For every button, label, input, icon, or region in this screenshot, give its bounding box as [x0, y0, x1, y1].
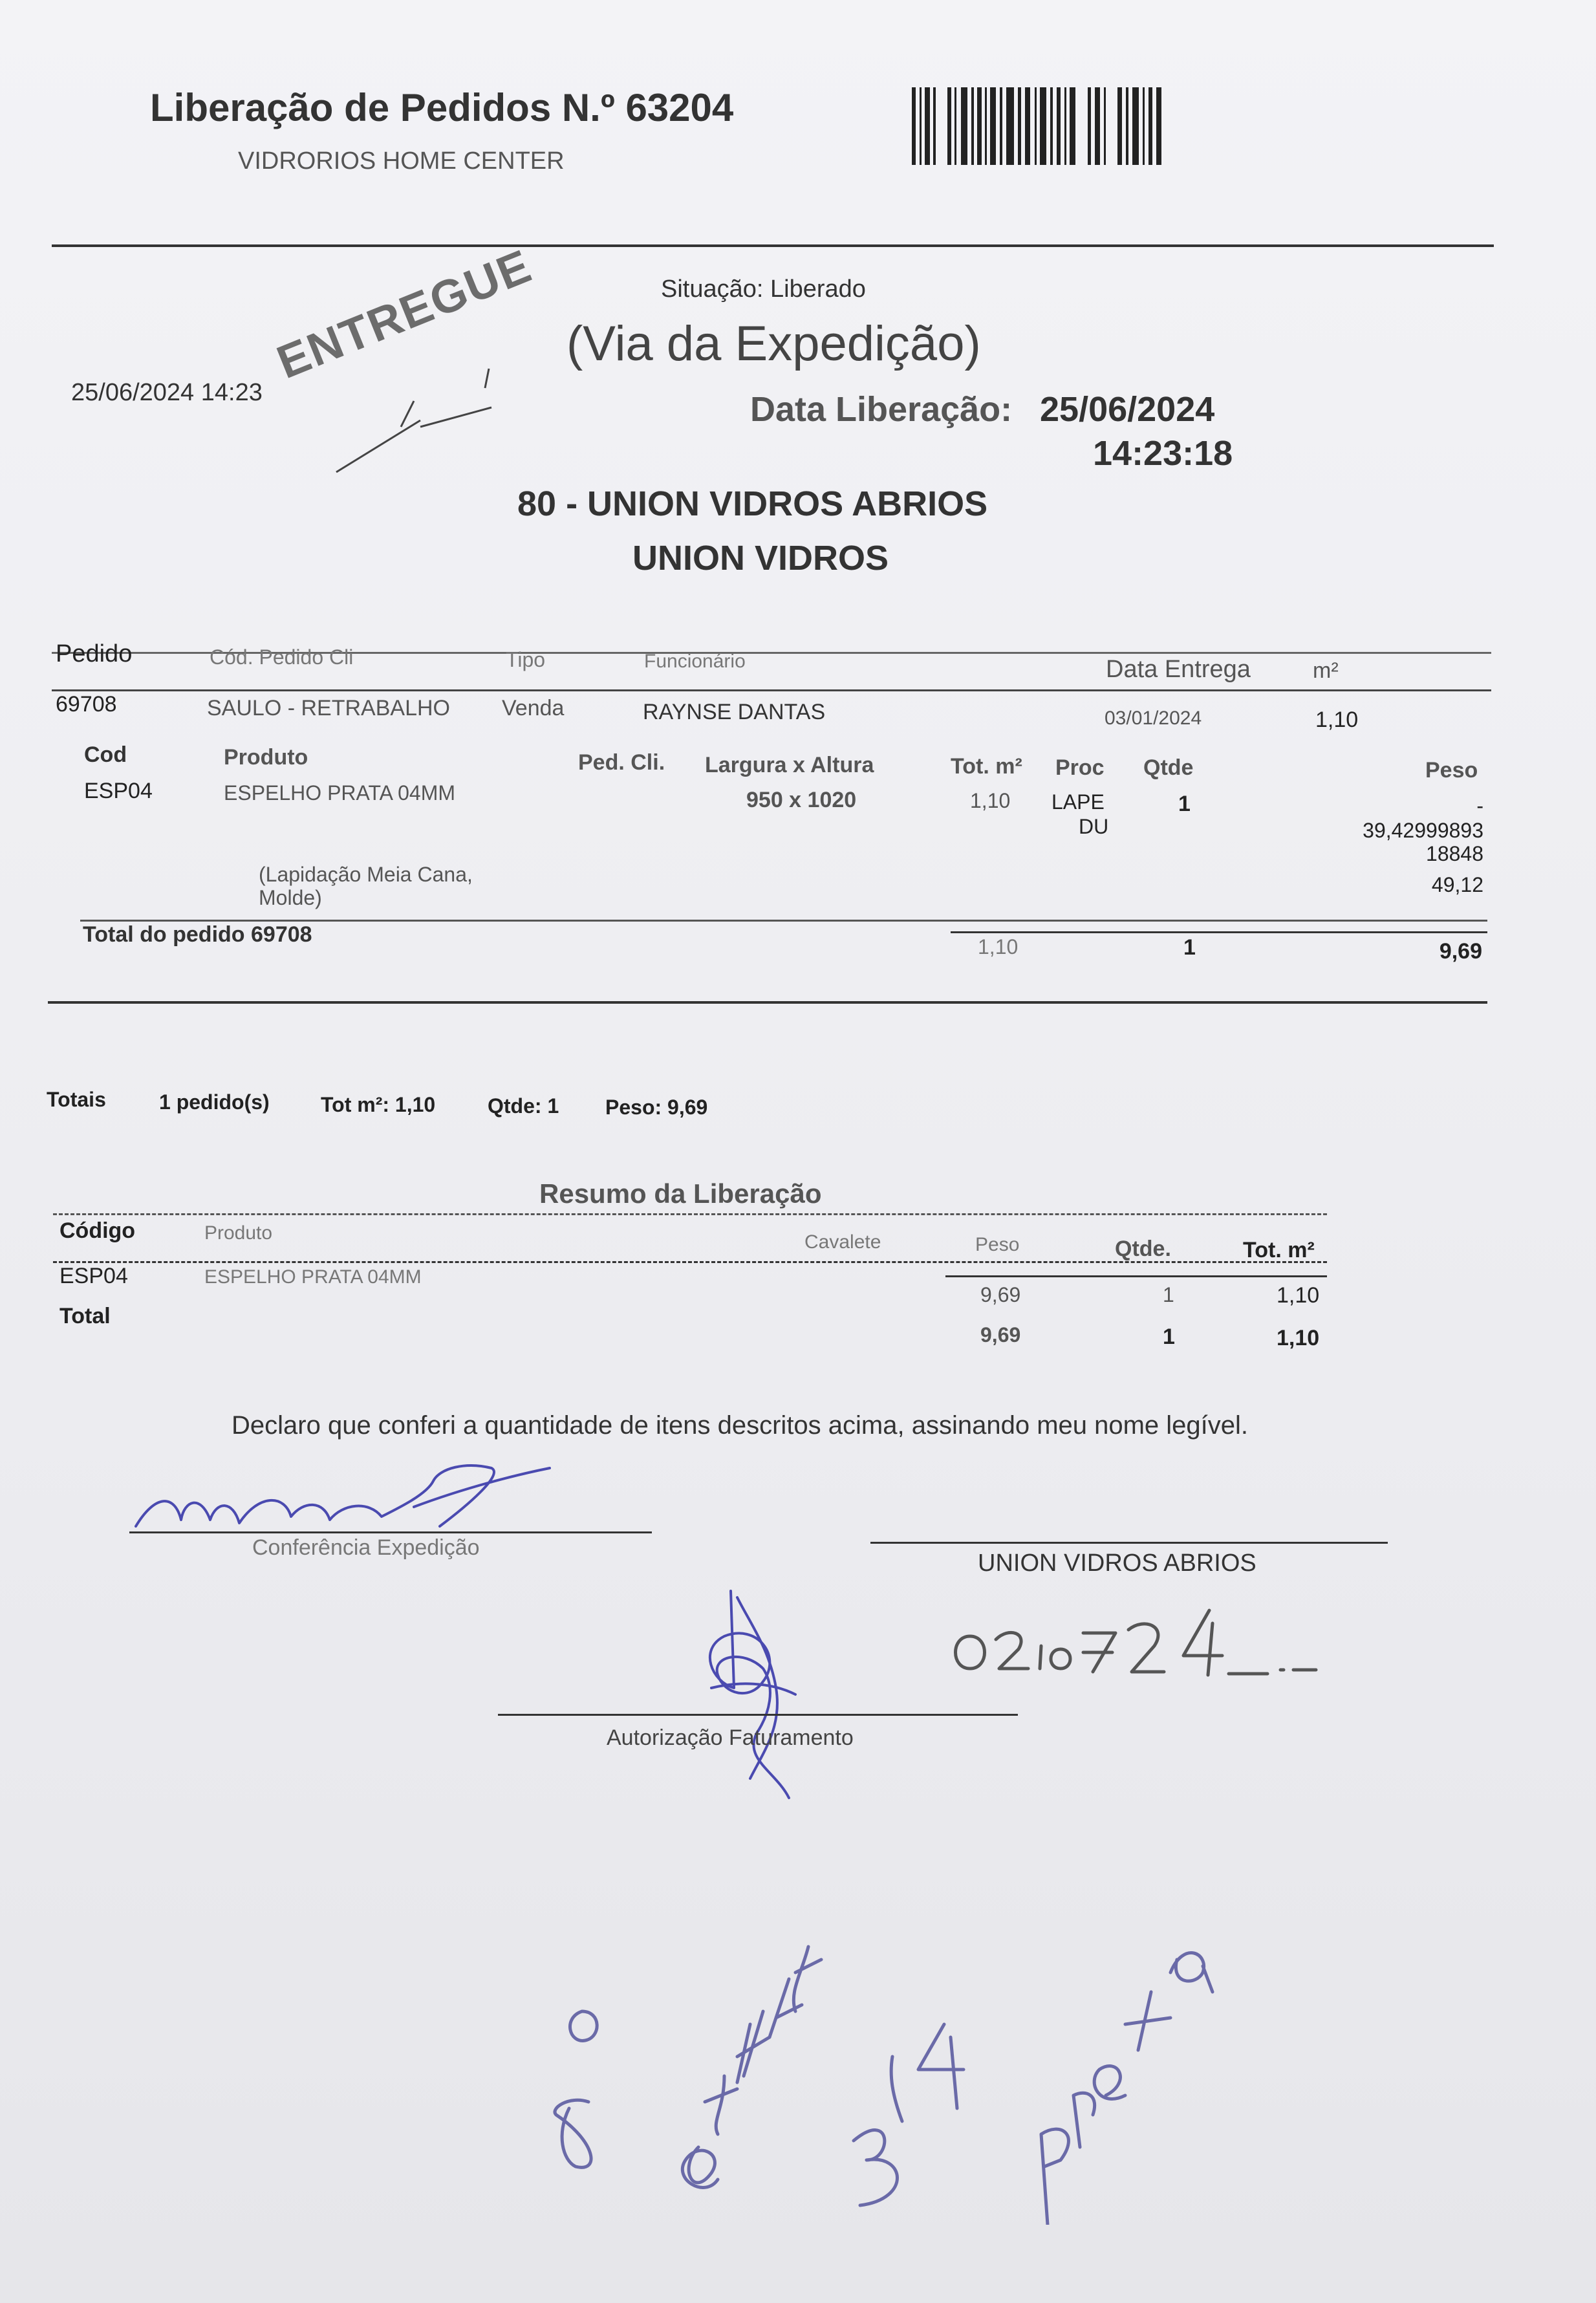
totais-peso: Peso: 9,69: [605, 1096, 708, 1119]
autorizacao-label: Autorização Faturamento: [607, 1725, 854, 1750]
declaration-text: Declaro que conferi a quantidade de itens descritos acima, assinando meu nome legível.: [232, 1411, 1249, 1440]
col-qtde: Qtde: [1143, 755, 1194, 780]
label-tipo: Tipo: [506, 648, 546, 671]
order-total-label: Total do pedido 69708: [83, 922, 312, 947]
conferencia-label: Conferência Expedição: [252, 1535, 480, 1560]
order-total-top-line: [80, 920, 1487, 922]
conferencia-line: [129, 1531, 652, 1533]
col-largura-altura: Largura x Altura: [705, 753, 874, 777]
situacao-label: Situação: Liberado: [661, 276, 866, 303]
resumo-row-tot-m2: 1,10: [1277, 1283, 1320, 1308]
col-proc: Proc: [1055, 755, 1105, 780]
resumo-total-qtde: 1: [1163, 1324, 1175, 1349]
client-line1: 80 - UNION VIDROS ABRIOS: [517, 484, 988, 523]
client-line2: UNION VIDROS: [632, 539, 889, 578]
item-produto: ESPELHO PRATA 04MM: [224, 781, 456, 805]
totais-tot-m2: Tot m²: 1,10: [321, 1093, 436, 1116]
order-total-right-line: [951, 931, 1487, 933]
resumo-row-line: [945, 1275, 1327, 1277]
resumo-col-cavalete: Cavalete: [804, 1231, 881, 1253]
company-name: VIDRORIOS HOME CENTER: [238, 147, 565, 175]
col-tot-m2: Tot. m²: [951, 754, 1022, 779]
note-text-2: [576, 1863, 590, 1874]
item-peso-2: 39,42999893: [1363, 819, 1483, 842]
resumo-row-qtde: 1: [1163, 1283, 1174, 1306]
label-data-entrega: Data Entrega: [1106, 656, 1251, 683]
item-cod: ESP04: [84, 779, 153, 803]
client-signature-label: UNION VIDROS ABRIOS: [978, 1550, 1256, 1577]
value-pedido: 69708: [56, 692, 117, 717]
entregue-stamp: ENTREGUE: [270, 240, 539, 389]
label-pedido: Pedido: [56, 640, 133, 667]
barcode: [912, 87, 1164, 165]
label-cod-pedido-cli: Cód. Pedido Cli: [210, 645, 354, 669]
timestamp: 25/06/2024 14:23: [71, 379, 263, 406]
note-text-3: [594, 1863, 627, 1874]
data-liberacao-date: 25/06/2024: [1040, 390, 1215, 429]
value-funcionario: RAYNSE DANTAS: [643, 700, 826, 724]
resumo-top-line: [53, 1213, 1327, 1215]
totais-label: Totais: [47, 1088, 106, 1111]
resumo-col-qtde: Qtde.: [1115, 1237, 1171, 1261]
value-cod-pedido-cli: SAULO - RETRABALHO: [207, 696, 450, 720]
note-text-1: [543, 1863, 573, 1874]
resumo-row-peso: 9,69: [980, 1283, 1021, 1306]
item-peso-4: 49,12: [1431, 873, 1483, 896]
note-text-0: [530, 1863, 540, 1874]
autorizacao-line: [498, 1714, 1018, 1716]
resumo-col-produto: Produto: [204, 1222, 273, 1244]
item-obs-2: Molde): [259, 886, 322, 909]
item-proc-2: DU: [1079, 815, 1109, 838]
resumo-total-peso: 9,69: [980, 1323, 1021, 1346]
via-label: (Via da Expedição): [566, 316, 981, 371]
item-largura-altura: 950 x 1020: [746, 788, 857, 812]
order-section-end-line: [48, 1001, 1487, 1004]
stamp-lines: [323, 362, 517, 479]
resumo-header-line: [53, 1261, 1327, 1263]
col-ped-cli: Ped. Cli.: [578, 750, 665, 775]
item-peso-3: 18848: [1426, 842, 1483, 865]
value-m2: 1,10: [1315, 708, 1359, 732]
resumo-col-tot-m2: Tot. m²: [1243, 1238, 1315, 1262]
col-produto: Produto: [224, 745, 308, 770]
col-cod: Cod: [84, 742, 127, 767]
data-liberacao-time: 14:23:18: [1093, 434, 1233, 473]
item-tot-m2: 1,10: [970, 789, 1011, 812]
resumo-total-tot-m2: 1,10: [1277, 1326, 1320, 1350]
resumo-row-produto: ESPELHO PRATA 04MM: [204, 1266, 422, 1288]
label-funcionario: Funcionário: [644, 651, 746, 672]
item-proc-1: LAPE: [1051, 790, 1105, 814]
autorizacao-signature: [685, 1584, 815, 1804]
resumo-col-codigo: Código: [59, 1218, 136, 1243]
order-total-qtde: 1: [1183, 935, 1196, 960]
totais-pedidos: 1 pedido(s): [159, 1090, 270, 1114]
resumo-row-codigo: ESP04: [59, 1264, 128, 1288]
order-total-peso: 9,69: [1439, 939, 1482, 964]
value-tipo: Venda: [502, 696, 565, 720]
order-header-mid-line: [52, 689, 1491, 691]
resumo-col-peso: Peso: [975, 1234, 1020, 1255]
resumo-title: Resumo da Liberação: [539, 1178, 822, 1209]
document-title: Liberação de Pedidos N.º 63204: [150, 86, 734, 129]
label-m2: m²: [1313, 658, 1339, 683]
item-peso-1: -: [1476, 794, 1483, 817]
value-data-entrega: 03/01/2024: [1105, 708, 1202, 729]
order-total-tot-m2: 1,10: [978, 935, 1019, 958]
item-qtde: 1: [1178, 792, 1191, 816]
resumo-total-label: Total: [59, 1304, 111, 1328]
col-peso: Peso: [1425, 758, 1478, 783]
header-divider: [52, 244, 1494, 247]
totais-qtde: Qtde: 1: [488, 1094, 559, 1118]
item-obs-1: (Lapidação Meia Cana,: [259, 863, 473, 886]
handwritten-date: [944, 1597, 1319, 1681]
data-liberacao-label: Data Liberação:: [750, 390, 1013, 429]
client-signature-line: [870, 1542, 1388, 1544]
